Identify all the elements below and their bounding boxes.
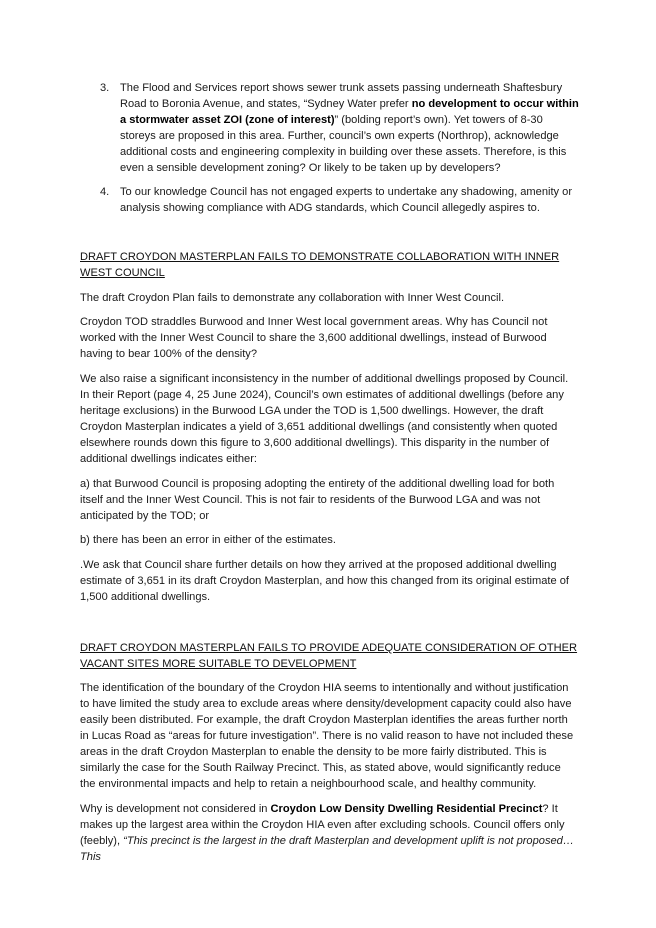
paragraph	[80, 532, 578, 548]
list-item-3	[120, 80, 580, 176]
paragraph-text: The identification of the boundary of the Croydon HIA seems to intentionally and without justification to have limited the study area to exclude areas where density/development capacity could also have easily been distributed. For example, the draft Croydon Masterplan identifies the areas further north in Lucas Road as “areas for future investigation”. There is no valid reason to have not included these areas in the draft Croydon Masterplan to enable the density to be more fairly distributed. This is similarly the case for the South Railway Precinct. This, as stated above, would significantly reduce the environmental impacts and help to retain a neighbourhood scale, and healthy community.	[80, 682, 574, 790]
paragraph	[80, 680, 578, 792]
paragraph	[80, 371, 578, 467]
list-text-part: ” (bolding report’s own). Yet towers of 8-30 storeys are proposed in this area. Further, council’s own experts (Northrop), acknowledge additional costs and engineering complexity in building over these assets. Therefore, is this even a sensible development zoning? Or likely to be taken up by developers?	[120, 114, 567, 174]
paragraph-text: Croydon TOD straddles Burwood and Inner West local government areas. Why has Council not worked with the Inner West Council to share the 3,600 additional dwellings, instead of Burwood having to bear 100% of the density?	[80, 316, 548, 360]
list-item-4	[120, 184, 580, 216]
paragraph-text: .We ask that Council share further details on how they arrived at the proposed additional dwelling estimate of 3,651 in its draft Croydon Masterplan, and how this changed from its original estimate of 1,500 additional dwellings.	[80, 559, 569, 603]
section-heading-collaboration	[80, 249, 578, 281]
list-item-text	[120, 80, 580, 176]
list-number: 3.	[100, 82, 110, 94]
paragraph-text-part: ? It makes up the largest area within the Croydon HIA even after excluding schools. Council offers only (feebly),	[80, 803, 565, 847]
paragraph-text	[80, 801, 578, 865]
paragraph	[80, 801, 578, 865]
paragraph-text: We also raise a significant inconsistency in the number of additional dwellings proposed by Council. In their Report (page 4, 25 June 2024), Council’s own estimates of additional dwellings (before any heritage exclusions) in the Burwood LGA under the TOD is 1,500 dwellings. However, the draft Croydon Masterplan indicates a yield of 3,651 additional dwellings (and consistently when quoted elsewhere rounds down this figure to 3,600 additional dwellings). This disparity in the number of additional dwellings indicates either:	[80, 373, 569, 465]
list-text-part: The Flood and Services report shows sewer trunk assets passing underneath Shaftesbury Road to Boronia Avenue, and states, “Sydney Water prefer	[120, 82, 563, 110]
paragraph-text: The draft Croydon Plan fails to demonstrate any collaboration with Inner West Council.	[80, 292, 505, 304]
section-heading-vacant-sites	[80, 640, 578, 672]
list-number: 4.	[100, 186, 110, 198]
paragraph	[80, 476, 578, 524]
paragraph-text: b) there has been an error in either of the estimates.	[80, 534, 336, 546]
section-heading: DRAFT CROYDON MASTERPLAN FAILS TO PROVIDE ADEQUATE CONSIDERATION OF OTHER VACANT SITES MORE SUITABLE TO DEVELOPMENT	[80, 642, 578, 670]
paragraph-text: a) that Burwood Council is proposing adopting the entirety of the additional dwelling load for both itself and the Inner West Council. This is not fair to residents of the Burwood LGA and was not anticipated by the TOD; or	[80, 478, 555, 522]
paragraph-text-part: Why is development not considered in	[80, 803, 271, 815]
bold-quote: no development to occur within a stormwater asset ZOI (zone of interest)	[120, 98, 579, 126]
paragraph	[80, 557, 578, 605]
section-heading: DRAFT CROYDON MASTERPLAN FAILS TO DEMONSTRATE COLLABORATION WITH INNER WEST COUNCIL	[80, 251, 560, 279]
paragraph	[80, 290, 578, 306]
bold-precinct-name: Croydon Low Density Dwelling Residential Precinct	[270, 803, 543, 815]
list-item-text: To our knowledge Council has not engaged experts to undertake any shadowing, amenity or analysis showing compliance with ADG standards, which Council allegedly aspires to.	[120, 186, 573, 214]
paragraph	[80, 314, 578, 362]
italic-quote: “This precinct is the largest in the draft Masterplan and development uplift is not proposed…This	[80, 835, 574, 863]
